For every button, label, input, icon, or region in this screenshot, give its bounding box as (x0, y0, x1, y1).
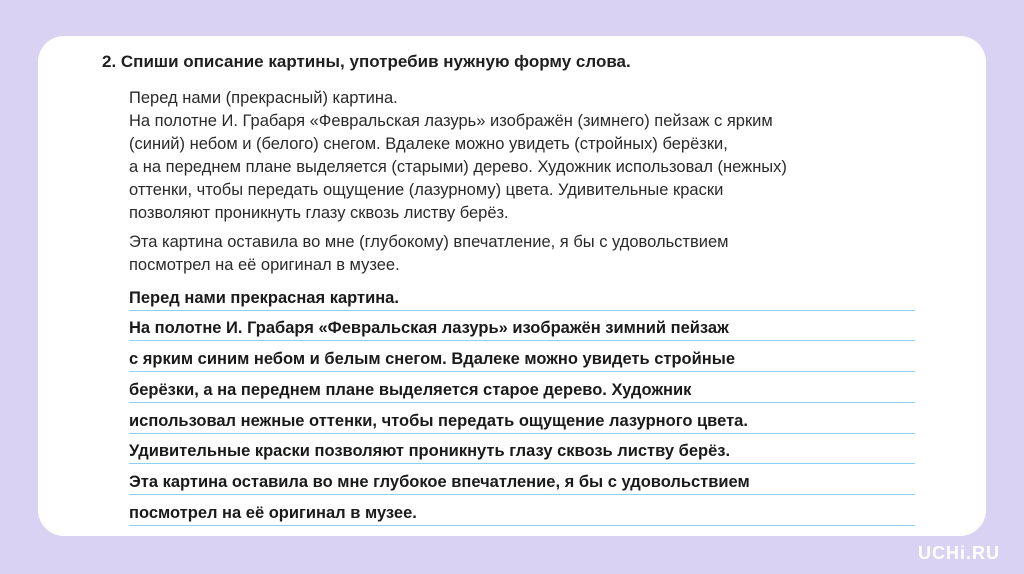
notebook-rule (129, 371, 915, 372)
notebook-rule (129, 402, 915, 403)
task-line: На полотне И. Грабаря «Февральская лазурь» изображён (зимнего) пейзаж с ярким (129, 112, 773, 130)
notebook-rule (129, 340, 915, 341)
answer-line: На полотне И. Грабаря «Февральская лазурь» изображён зимний пейзаж (129, 319, 729, 337)
answer-line: Перед нами прекрасная картина. (129, 289, 399, 307)
notebook-rule (129, 433, 915, 434)
notebook-rule (129, 310, 915, 311)
task-line: позволяют проникнуть глазу сквозь листву берёз. (129, 204, 509, 222)
task-line: Эта картина оставила во мне (глубокому) впечатление, я бы с удовольствием (129, 233, 729, 251)
task-line: (синий) небом и (белого) снегом. Вдалеке можно увидеть (стройных) берёзки, (129, 135, 728, 153)
task-line: посмотрел на её оригинал в музее. (129, 256, 400, 274)
uchi-watermark: UCHi.RU (918, 543, 1000, 563)
answer-line: с ярким синим небом и белым снегом. Вдалеке можно увидеть стройные (129, 350, 736, 368)
answer-line: использовал нежные оттенки, чтобы передать ощущение лазурного цвета. (129, 412, 748, 430)
task-line: оттенки, чтобы передать ощущение (лазурному) цвета. Удивительные краски (129, 181, 724, 199)
answer-line: Удивительные краски позволяют проникнуть глазу сквозь листву берёз. (129, 442, 731, 460)
answer-line: посмотрел на её оригинал в музее. (129, 504, 417, 522)
notebook-rule (129, 463, 915, 464)
task-title: 2. Спиши описание картины, употребив нужную форму слова. (102, 52, 631, 71)
notebook-rule (129, 525, 915, 526)
task-line: а на переднем плане выделяется (старыми) дерево. Художник использовал (нежных) (129, 158, 787, 176)
notebook-rule (129, 494, 915, 495)
task-line: Перед нами (прекрасный) картина. (129, 89, 398, 107)
answer-line: Эта картина оставила во мне глубокое впечатление, я бы с удовольствием (129, 473, 750, 491)
answer-line: берёзки, а на переднем плане выделяется старое дерево. Художник (129, 381, 692, 399)
